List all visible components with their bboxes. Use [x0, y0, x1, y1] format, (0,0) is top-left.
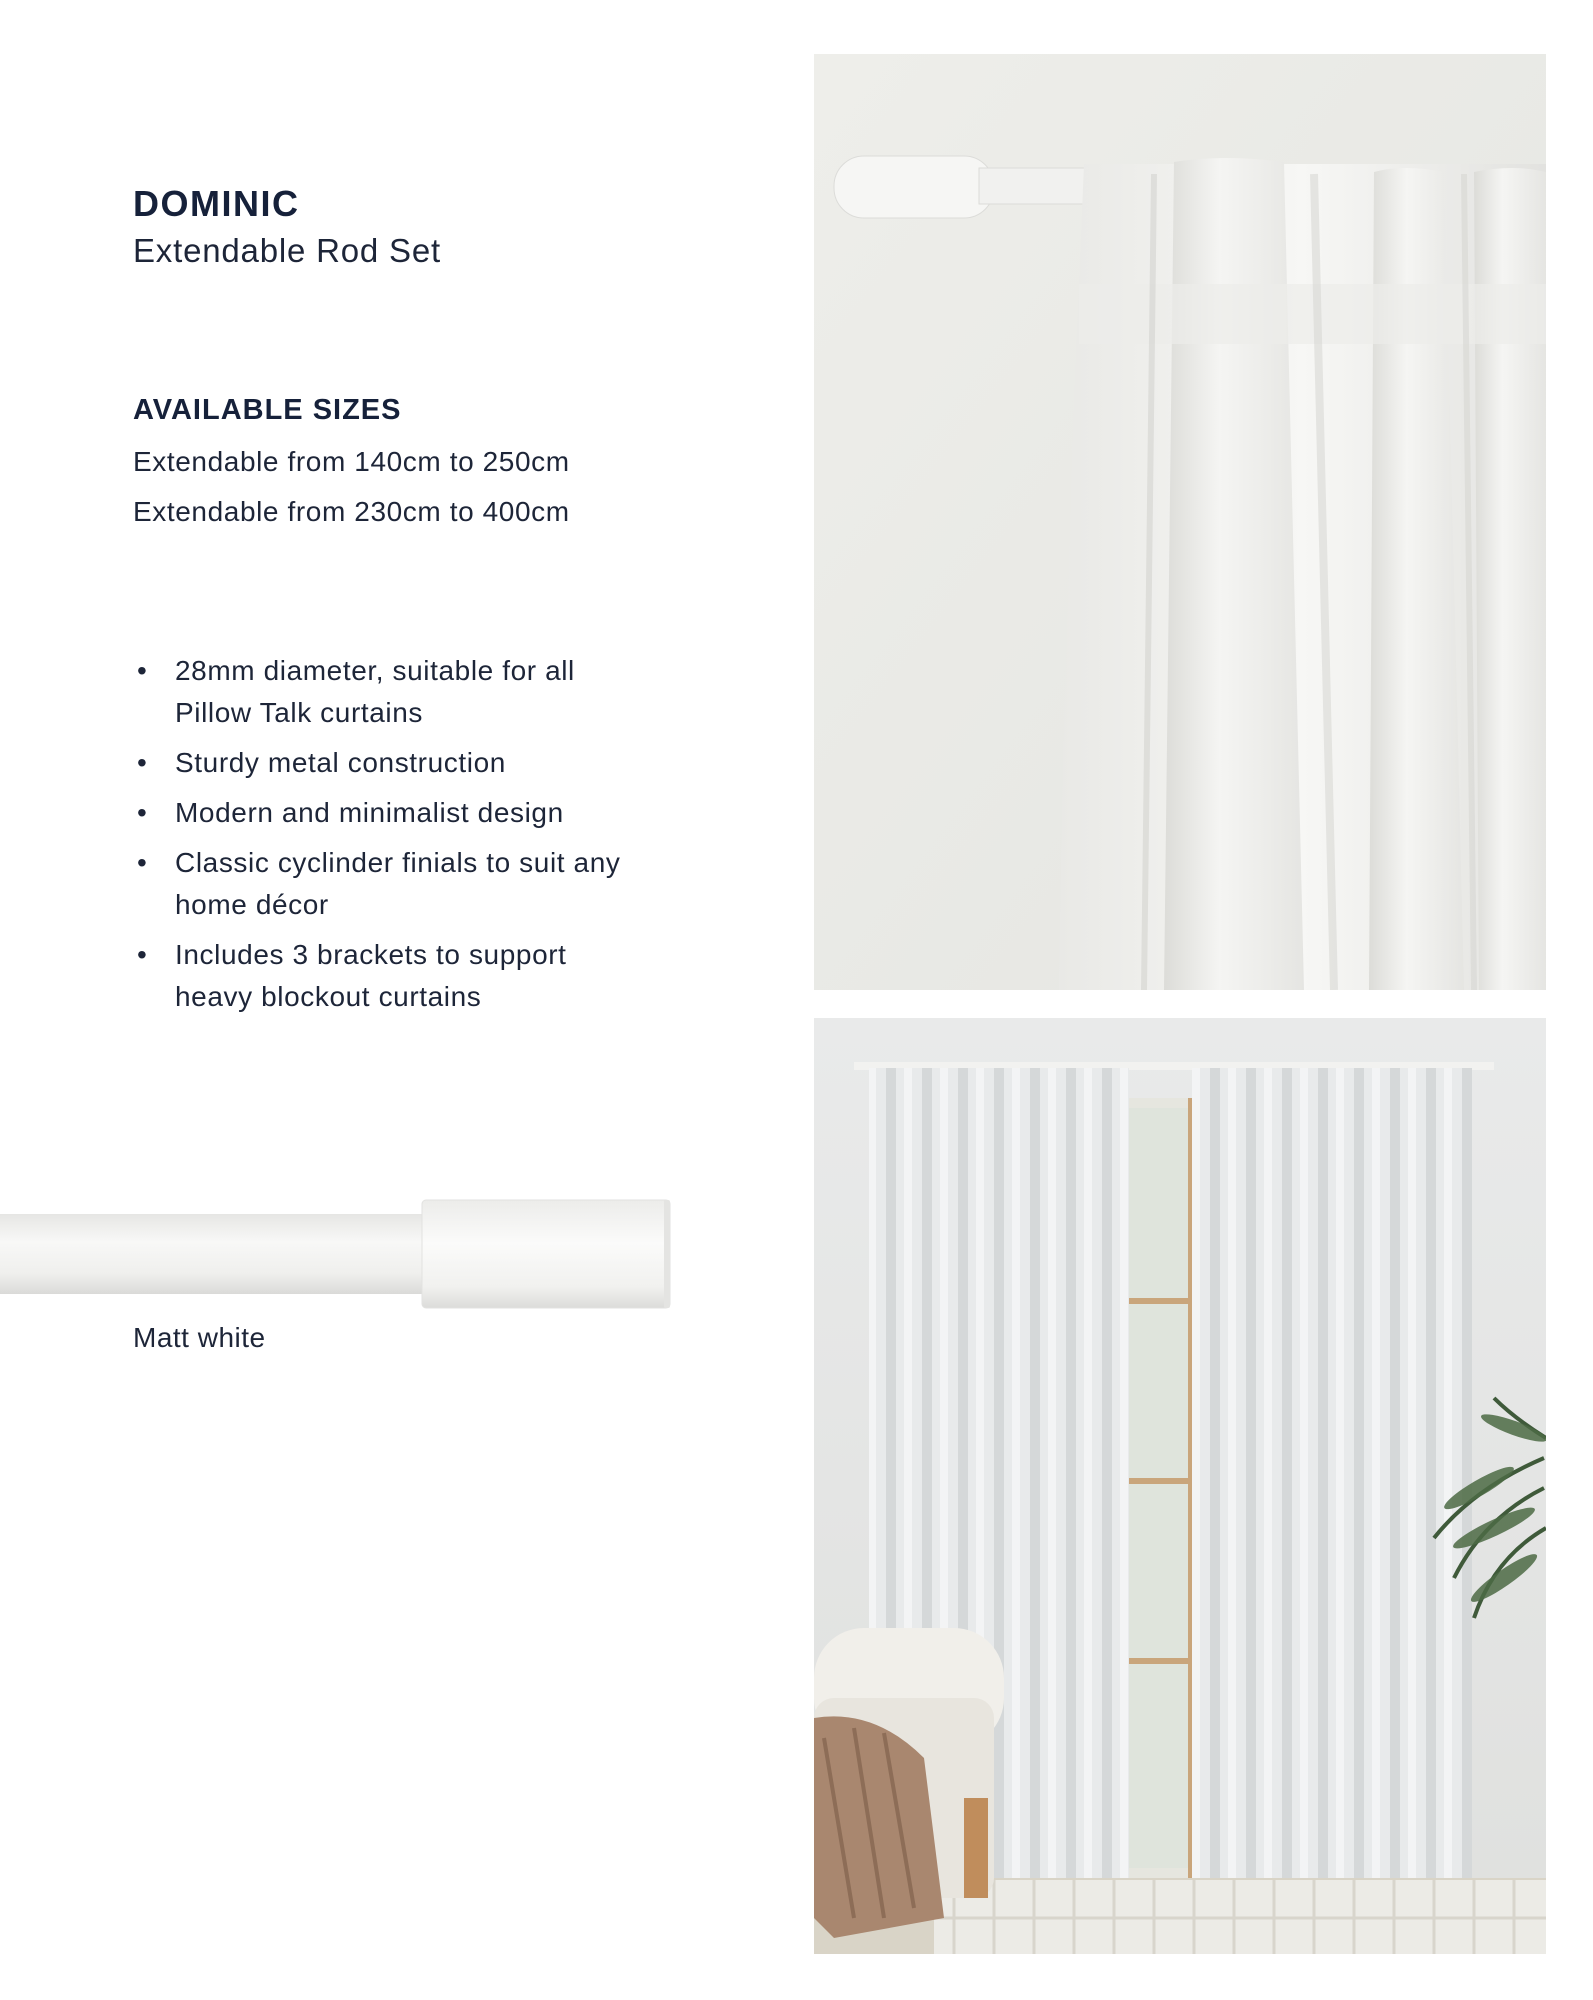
- feature-text: Classic cyclinder finials to suit any home décor: [175, 847, 621, 920]
- feature-item: [133, 934, 633, 1018]
- bullet-icon: •: [137, 797, 148, 828]
- room-scene-photo: [814, 1018, 1546, 1954]
- bullet-icon: •: [137, 939, 148, 970]
- curtain-rod-icon: [0, 1192, 680, 1312]
- feature-text: Includes 3 brackets to support heavy blockout curtains: [175, 939, 567, 1012]
- finish-label: Matt white: [133, 1322, 266, 1353]
- sizes-heading: AVAILABLE SIZES: [133, 394, 402, 426]
- rod-swatch-image: [0, 1192, 680, 1312]
- bullet-icon: •: [137, 655, 148, 686]
- feature-item: [133, 742, 633, 784]
- bullet-icon: •: [137, 747, 148, 778]
- product-name: DOMINIC: [133, 183, 300, 224]
- feature-item: [133, 842, 633, 926]
- feature-text: 28mm diameter, suitable for all Pillow Talk curtains: [175, 655, 575, 728]
- curtains-room-image: [814, 1018, 1546, 1954]
- product-subtitle: Extendable Rod Set: [133, 232, 441, 269]
- feature-text: Modern and minimalist design: [175, 797, 564, 828]
- curtain-closeup-image: [814, 54, 1546, 990]
- feature-list: [133, 650, 633, 1026]
- size-option: Extendable from 140cm to 250cm: [133, 446, 570, 477]
- feature-text: Sturdy metal construction: [175, 747, 506, 778]
- bullet-icon: •: [137, 847, 148, 878]
- size-option: Extendable from 230cm to 400cm: [133, 496, 570, 527]
- feature-item: [133, 792, 633, 834]
- rod-closeup-photo: [814, 54, 1546, 990]
- product-info-column: [0, 0, 780, 2000]
- feature-item: [133, 650, 633, 734]
